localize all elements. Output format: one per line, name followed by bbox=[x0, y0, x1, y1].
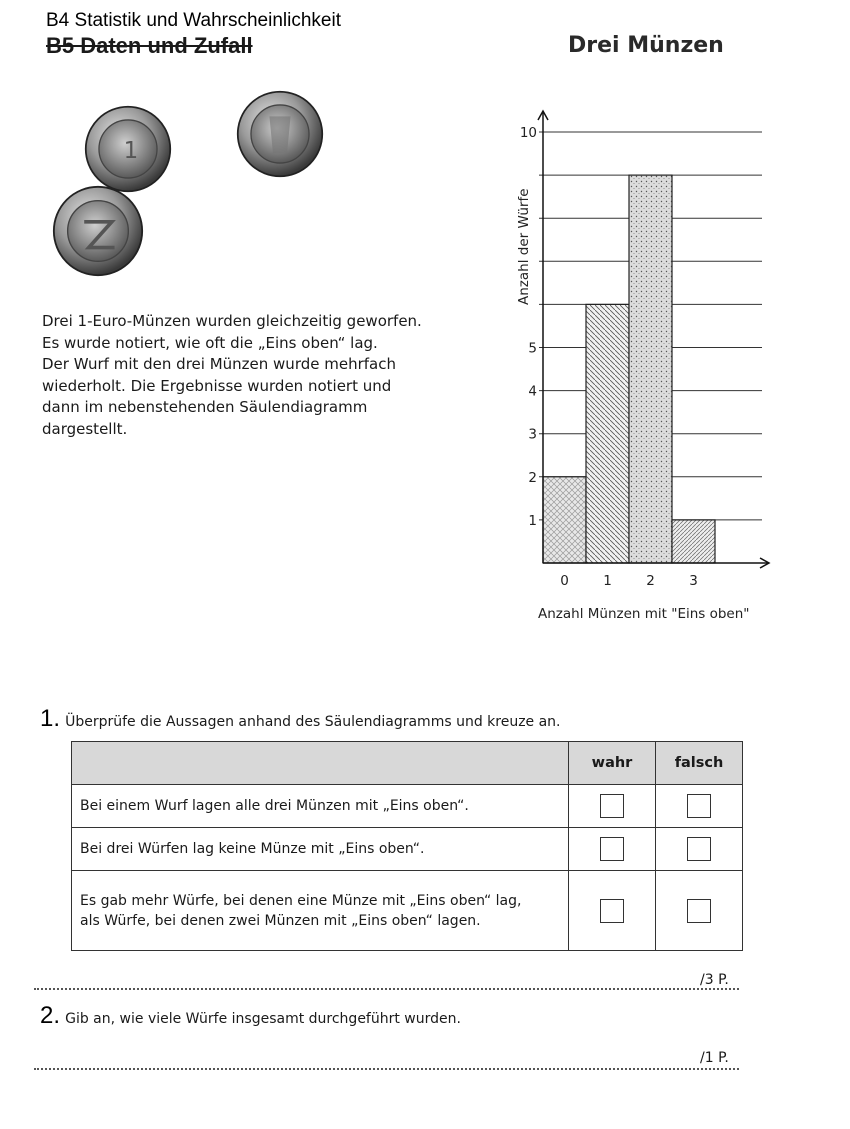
svg-text:1: 1 bbox=[123, 137, 139, 164]
intro-line: Der Wurf mit den drei Münzen wurde mehrfach bbox=[42, 355, 396, 373]
statements-table bbox=[71, 741, 743, 951]
y-tick-label: 2 bbox=[528, 469, 537, 486]
checkbox-false[interactable] bbox=[687, 899, 711, 923]
intro-line: dargestellt. bbox=[42, 419, 128, 438]
subject-heading: B4 Statistik und Wahrscheinlichkeit bbox=[46, 10, 341, 31]
bar-3 bbox=[672, 520, 715, 563]
answer-line-task-1[interactable] bbox=[34, 988, 739, 990]
x-tick-label: 1 bbox=[603, 573, 612, 589]
x-tick-label: 0 bbox=[560, 573, 569, 589]
intro-line: Drei 1-Euro-Münzen wurden gleichzeitig geworfen. bbox=[42, 312, 422, 330]
statement-text: Bei einem Wurf lagen alle drei Münzen mit „Eins oben“. bbox=[72, 785, 569, 828]
y-tick-label: 4 bbox=[528, 383, 537, 400]
checkbox-false[interactable] bbox=[687, 794, 711, 818]
page-title: Drei Münzen bbox=[568, 33, 724, 58]
task-number: 1. bbox=[40, 705, 61, 732]
table-header-blank bbox=[72, 742, 569, 785]
checkbox-true[interactable] bbox=[600, 899, 624, 923]
intro-line: dann im nebenstehenden Säulendiagramm bbox=[42, 398, 368, 416]
points-task-1: /3 P. bbox=[700, 972, 729, 988]
x-axis-label: Anzahl Münzen mit "Eins oben" bbox=[538, 606, 750, 622]
column-header-false: falsch bbox=[656, 742, 743, 785]
task-prompt: Überprüfe die Aussagen anhand des Säulendiagramms und kreuze an. bbox=[65, 714, 561, 730]
x-tick-label: 2 bbox=[646, 573, 655, 589]
task-1-heading bbox=[40, 705, 561, 733]
euro-coin-image bbox=[52, 185, 144, 277]
intro-line: wiederholt. Die Ergebnisse wurden notiert und bbox=[42, 376, 392, 395]
y-tick-label: 5 bbox=[528, 340, 537, 357]
table-row bbox=[72, 785, 743, 828]
bar-2 bbox=[629, 175, 672, 563]
table-header-row bbox=[72, 742, 743, 785]
x-tick-label: 3 bbox=[689, 573, 698, 589]
y-tick-label: 3 bbox=[528, 426, 537, 443]
intro-text bbox=[42, 311, 492, 440]
intro-line: Es wurde notiert, wie oft die „Eins oben“ lag. bbox=[42, 333, 378, 352]
task-number: 2. bbox=[40, 1002, 61, 1029]
euro-coin-image bbox=[235, 90, 325, 178]
y-tick-label: 10 bbox=[519, 125, 537, 141]
task-prompt: Gib an, wie viele Würfe insgesamt durchgeführt wurden. bbox=[65, 1011, 461, 1027]
bar-1 bbox=[586, 304, 629, 563]
column-header-true: wahr bbox=[569, 742, 656, 785]
checkbox-true[interactable] bbox=[600, 794, 624, 818]
checkbox-false[interactable] bbox=[687, 837, 711, 861]
bar-chart bbox=[500, 100, 800, 630]
y-tick-label: 1 bbox=[528, 512, 537, 529]
statement-text: Bei drei Würfen lag keine Münze mit „Eins oben“. bbox=[72, 828, 569, 871]
table-row bbox=[72, 871, 743, 951]
statement-text: Es gab mehr Würfe, bei denen eine Münze mit „Eins oben“ lag, als Würfe, bei denen zwei Münzen mit „Eins oben“ lagen. bbox=[72, 871, 569, 951]
task-2-heading bbox=[40, 1002, 461, 1030]
bar-0 bbox=[543, 477, 586, 563]
points-task-2: /1 P. bbox=[700, 1050, 729, 1066]
table-row bbox=[72, 828, 743, 871]
old-subject-heading-struck: B5 Daten und Zufall bbox=[46, 33, 253, 58]
checkbox-true[interactable] bbox=[600, 837, 624, 861]
y-axis-label: Anzahl der Würfe bbox=[516, 188, 532, 305]
euro-coin-image bbox=[83, 105, 173, 193]
answer-line-task-2[interactable] bbox=[34, 1068, 739, 1070]
